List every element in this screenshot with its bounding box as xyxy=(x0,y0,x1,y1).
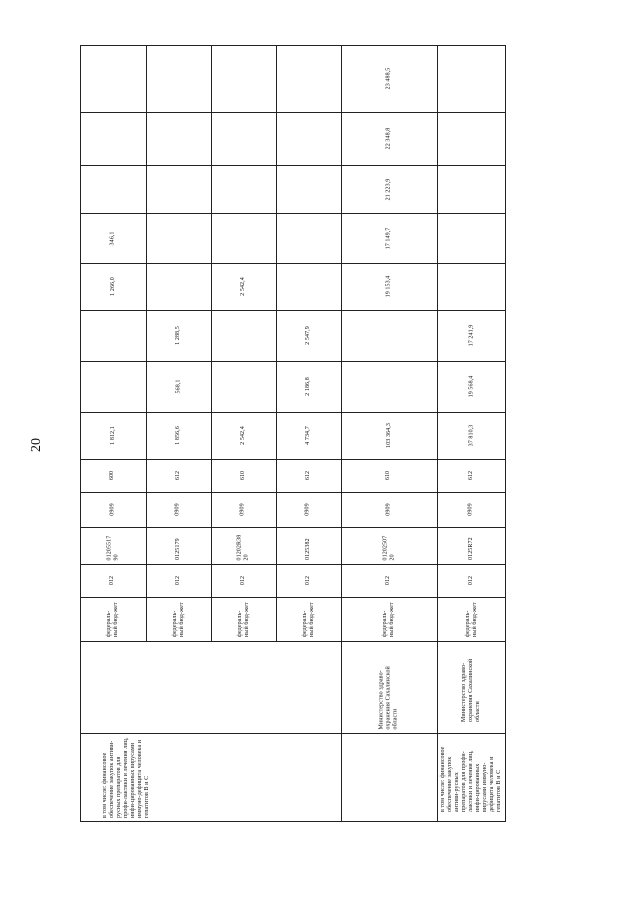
cell-text: 610 xyxy=(240,470,246,481)
table-cell-code-1 xyxy=(80,564,146,597)
table-cell-budget xyxy=(146,597,211,641)
table-cell-code-3 xyxy=(211,492,276,527)
cell-text: 0909 xyxy=(175,503,181,516)
table-cell-value-year-7 xyxy=(80,45,146,112)
table-cell-value-year-1 xyxy=(341,361,437,412)
table-cell-value-year-7 xyxy=(437,45,506,112)
table-cell-value-year-6 xyxy=(276,112,341,165)
table-cell-budget xyxy=(80,597,146,641)
table-cell-value-year-6 xyxy=(341,112,437,165)
table-cell-budget xyxy=(276,597,341,641)
cell-text: 610 xyxy=(385,470,392,481)
cell-text: 0909 xyxy=(385,503,392,516)
table-cell-value-year-4 xyxy=(437,213,506,263)
table-cell-description xyxy=(341,733,437,822)
table-cell-value-year-5 xyxy=(146,165,211,213)
table-cell-value-year-3 xyxy=(276,263,341,310)
table-cell-budget xyxy=(437,597,506,641)
cell-text: 1 266,0 xyxy=(109,277,116,296)
table-cell-value-year-3 xyxy=(211,263,276,310)
cell-text: 012 xyxy=(305,575,311,586)
table-cell-budget xyxy=(341,597,437,641)
table-cell-value-year-5 xyxy=(437,165,506,213)
cell-text: 01205517 90 xyxy=(106,535,119,560)
table-cell-code-2 xyxy=(341,527,437,564)
budget-table xyxy=(80,45,506,822)
table-cell-value-year-4 xyxy=(341,213,437,263)
table-cell-value-year-6 xyxy=(211,112,276,165)
cell-text: 1 812,1 xyxy=(109,426,116,445)
table-cell-code-2 xyxy=(80,527,146,564)
table-cell-value-year-1 xyxy=(211,361,276,412)
cell-text: 2 547,9 xyxy=(304,326,311,345)
table-cell-budget xyxy=(211,597,276,641)
table-cell-value-year-2 xyxy=(276,310,341,361)
cell-text: 012 xyxy=(240,575,246,586)
table-cell-code-1 xyxy=(211,564,276,597)
cell-text: 1 856,6 xyxy=(174,426,181,445)
cell-text: 2 542,4 xyxy=(239,426,246,445)
table-cell-value-year-5 xyxy=(211,165,276,213)
table-cell-value-year-5 xyxy=(80,165,146,213)
table-cell-code-2 xyxy=(437,527,506,564)
cell-text: 012 xyxy=(385,575,392,586)
cell-text: 2 542,4 xyxy=(239,277,246,296)
cell-text: Министерство здраво-охранения Сахалинской области xyxy=(378,665,399,729)
cell-text: 23 488,5 xyxy=(385,67,392,90)
cell-text: 1 288,5 xyxy=(174,326,181,345)
table-cell-value-year-4 xyxy=(276,213,341,263)
cell-text: 346,1 xyxy=(109,231,116,245)
table-cell-value-year-2 xyxy=(146,310,211,361)
cell-text: 21 223,9 xyxy=(385,178,392,200)
table-cell-code-1 xyxy=(276,564,341,597)
table-cell-code-3 xyxy=(80,492,146,527)
table-cell-value-year-5 xyxy=(276,165,341,213)
cell-text: 0125R72 xyxy=(468,537,474,560)
cell-text: 4 734,7 xyxy=(304,426,311,445)
table-cell-value-year-6 xyxy=(146,112,211,165)
table-cell-code-4 xyxy=(437,459,506,492)
cell-text: 19 153,4 xyxy=(385,275,392,298)
table-cell-value-year-2 xyxy=(80,310,146,361)
table-cell-value-year-4 xyxy=(211,213,276,263)
cell-text: 612 xyxy=(175,470,181,481)
table-cell-code-2 xyxy=(211,527,276,564)
table-cell-value-year-1 xyxy=(276,361,341,412)
table-cell-value-year-2 xyxy=(341,310,437,361)
table-cell-value-year-7 xyxy=(341,45,437,112)
table-cell-value-total xyxy=(211,412,276,459)
cell-text: федераль-ный бюд-жет xyxy=(301,602,315,637)
table-cell-code-4 xyxy=(276,459,341,492)
table-cell-value-year-3 xyxy=(146,263,211,310)
cell-text: 568,1 xyxy=(175,379,181,394)
page-number: 20 xyxy=(29,438,44,452)
table-cell-value-year-7 xyxy=(146,45,211,112)
cell-text: 012 xyxy=(109,575,116,586)
table-cell-value-total xyxy=(437,412,506,459)
cell-text: 22 348,8 xyxy=(385,127,392,150)
table-cell-value-year-2 xyxy=(437,310,506,361)
cell-text: 01202R38 20 xyxy=(236,534,250,560)
table-cell-value-total xyxy=(80,412,146,459)
table-cell-code-3 xyxy=(437,492,506,527)
table-cell-value-year-6 xyxy=(80,112,146,165)
cell-text: в том числе: финансовое обеспечение закупок антиви-русных препаратов для профи-лактики и лечения лиц, инфи-цированных вирусами иммуно-дефицита человека и гепатитов B и C xyxy=(440,746,502,812)
cell-text: 01202507 20 xyxy=(382,535,395,560)
table-cell-code-1 xyxy=(146,564,211,597)
cell-text: 612 xyxy=(468,470,474,481)
cell-text: 0909 xyxy=(109,503,116,516)
table-cell-code-4 xyxy=(211,459,276,492)
table-cell-value-year-1 xyxy=(437,361,506,412)
cell-text: федераль-ный бюд-жет xyxy=(171,602,185,637)
table-cell-value-year-7 xyxy=(211,45,276,112)
table-cell-value-year-2 xyxy=(211,310,276,361)
table-cell-value-year-5 xyxy=(341,165,437,213)
cell-text: 0909 xyxy=(240,503,246,516)
table-cell-code-4 xyxy=(146,459,211,492)
table-cell-value-year-3 xyxy=(437,263,506,310)
table-cell-value-year-6 xyxy=(437,112,506,165)
cell-text: в том числе: финансовое обеспечение закупок антиви-русных препаратов для профи-лактики и лечения лиц, инфи-цированных вирусами иммуно-дефицита человека и гепатитов B и C xyxy=(102,737,150,818)
cell-text: 2 186,8 xyxy=(304,377,311,396)
cell-text: 19 568,4 xyxy=(468,375,474,398)
table-cell-code-1 xyxy=(437,564,506,597)
table-cell-value-year-3 xyxy=(341,263,437,310)
cell-text: федераль-ный бюд-жет xyxy=(236,602,250,637)
table-cell-code-2 xyxy=(146,527,211,564)
table-cell-organization xyxy=(341,641,437,733)
cell-text: 012 xyxy=(175,575,181,586)
cell-text: 103 364,3 xyxy=(385,423,392,448)
table-cell-value-year-7 xyxy=(276,45,341,112)
table-cell-value-total xyxy=(341,412,437,459)
cell-text: 17 149,7 xyxy=(385,227,392,249)
cell-text: 0909 xyxy=(468,503,474,516)
cell-text: федераль-ный бюд-жет xyxy=(464,602,478,637)
cell-text: 600 xyxy=(109,470,116,481)
cell-text: 012 xyxy=(468,575,474,586)
table-cell-description xyxy=(437,733,506,822)
table-cell-organization xyxy=(80,641,341,733)
cell-text: 37 810,3 xyxy=(468,424,474,447)
table-cell-code-3 xyxy=(276,492,341,527)
cell-text: федераль-ный бюд-жет xyxy=(382,602,395,637)
cell-text: 17 241,9 xyxy=(468,324,474,347)
table-cell-value-total xyxy=(276,412,341,459)
cell-text: 0125382 xyxy=(305,538,311,560)
cell-text: федераль-ный бюд-жет xyxy=(106,602,119,637)
table-cell-value-year-1 xyxy=(146,361,211,412)
table-cell-code-2 xyxy=(276,527,341,564)
table-cell-value-year-4 xyxy=(146,213,211,263)
table-cell-organization xyxy=(437,641,506,733)
cell-text: 0125179 xyxy=(175,538,181,560)
cell-text: 612 xyxy=(305,470,311,481)
table-cell-value-total xyxy=(146,412,211,459)
table-cell-code-1 xyxy=(341,564,437,597)
table-cell-code-3 xyxy=(341,492,437,527)
table-cell-description xyxy=(80,733,341,822)
cell-text: 0909 xyxy=(305,503,311,516)
table-cell-value-year-4 xyxy=(80,213,146,263)
table-cell-value-year-3 xyxy=(80,263,146,310)
table-cell-code-4 xyxy=(80,459,146,492)
table-cell-code-3 xyxy=(146,492,211,527)
cell-text: Министерство здраво-охранения Сахалинской области xyxy=(461,658,481,722)
table-cell-code-4 xyxy=(341,459,437,492)
table-cell-value-year-1 xyxy=(80,361,146,412)
